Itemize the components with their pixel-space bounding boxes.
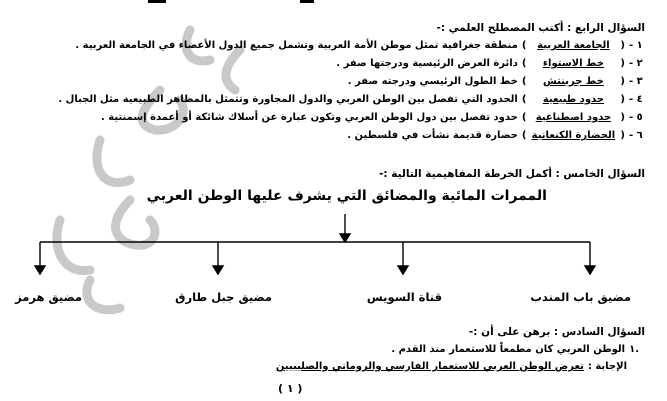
- top-edge-mark: [300, 0, 314, 3]
- map-trunk-arrow: [340, 234, 350, 242]
- concept-leaf-suez-canal: قناة السويس: [366, 290, 442, 304]
- q6-answer-row: [276, 361, 627, 372]
- answer-label: الإجابة :: [587, 361, 627, 372]
- answer-blank[interactable]: حدود طبيعية: [542, 94, 605, 105]
- answer-blank[interactable]: حدود اصطناعية: [535, 112, 612, 123]
- answer-blank[interactable]: خط الاستواء: [542, 58, 604, 69]
- answer-blank[interactable]: الحضارة الكنعانية: [531, 130, 616, 141]
- concept-leaf-hormuz: مضيق هرمز: [15, 290, 82, 304]
- concept-map-heading: الممرات المائية والمضائق التي يشرف عليها الوطن العربي: [146, 188, 547, 204]
- item-definition: الحدود التي تفصل بين الوطن العربي والدول المجاورة وتتمثل بالمظاهر الطبيعية مثل الجبال .: [58, 94, 518, 105]
- item-number: ٤ -: [629, 94, 643, 105]
- item-number: ١ -: [629, 40, 643, 51]
- item-definition: منطقة جغرافية تمثل موطن الأمة العربية وتشمل جميع الدول الأعضاء في الجامعة العربية .: [75, 40, 518, 51]
- answer-blank[interactable]: خط جرينتش: [542, 76, 604, 87]
- item-number: ٦ -: [629, 130, 643, 141]
- q4-item: ٥ - ( حدود اصطناعية ) حدود تفصل بين دول الوطن العربي وتكون عبارة عن أسلاك شائكة أو أعمدة إسمنتية .: [101, 112, 645, 123]
- item-number: .١: [629, 344, 639, 355]
- map-leaf-arrow: [213, 266, 223, 274]
- q4-item: ٤ - ( حدود طبيعية ) الحدود التي تفصل بين الوطن العربي والدول المجاورة وتتمثل بالمظاهر الطبيعية مثل الجبال .: [58, 94, 645, 105]
- q6-answer[interactable]: تعرض الوطن العربي للاستعمار الفارسي والروماني والصليبيين: [275, 361, 584, 372]
- item-definition: حضارة قديمة نشأت في فلسطين .: [347, 130, 518, 141]
- top-edge-mark: [148, 0, 166, 3]
- map-leaf-arrow: [398, 266, 408, 274]
- q4-item: ٦ - ( الحضارة الكنعانية ) حضارة قديمة نشأت في فلسطين .: [347, 130, 645, 141]
- q4-item: ٢ - ( خط الاستواء ) دائرة العرض الرئيسية ودرجتها صفر .: [336, 58, 645, 69]
- q4-item: ١ - ( الجامعة العربية ) منطقة جغرافية تمثل موطن الأمة العربية وتشمل جميع الدول الأعضاء في الجامعة العربية .: [75, 40, 645, 51]
- q6-item: [391, 344, 639, 355]
- item-definition: حدود تفصل بين دول الوطن العربي وتكون عبارة عن أسلاك شائكة أو أعمدة إسمنتية .: [101, 112, 518, 123]
- concept-leaf-bab-el-mandeb: مضيق باب المندب: [530, 290, 631, 304]
- q5-title: السؤال الخامس : أكمل الخرطة المفاهيمية التالية :-: [379, 168, 645, 180]
- item-number: ٣ -: [629, 76, 643, 87]
- map-leaf-arrow: [35, 266, 45, 274]
- concept-leaf-gibraltar: مضيق جبل طارق: [175, 290, 272, 304]
- concept-map-connectors: [0, 210, 667, 285]
- item-number: ٥ -: [629, 112, 643, 123]
- answer-blank[interactable]: الجامعة العربية: [537, 40, 610, 51]
- item-number: ٢ -: [629, 58, 643, 69]
- q4-title: السؤال الرابع : أكتب المصطلح العلمي :-: [436, 22, 645, 34]
- item-definition: دائرة العرض الرئيسية ودرجتها صفر .: [336, 58, 518, 69]
- item-definition: خط الطول الرئيسي ودرجته صفر .: [347, 76, 518, 87]
- q6-statement: الوطن العربي كان مطمعاً للاستعمار منذ القدم .: [391, 344, 626, 355]
- map-leaf-arrow: [585, 266, 595, 274]
- q6-title: السؤال السادس : برهن على أن :-: [468, 326, 645, 338]
- page-number: ( ١ ): [278, 382, 303, 395]
- q4-item: ٣ - ( خط جرينتش ) خط الطول الرئيسي ودرجته صفر .: [348, 76, 645, 87]
